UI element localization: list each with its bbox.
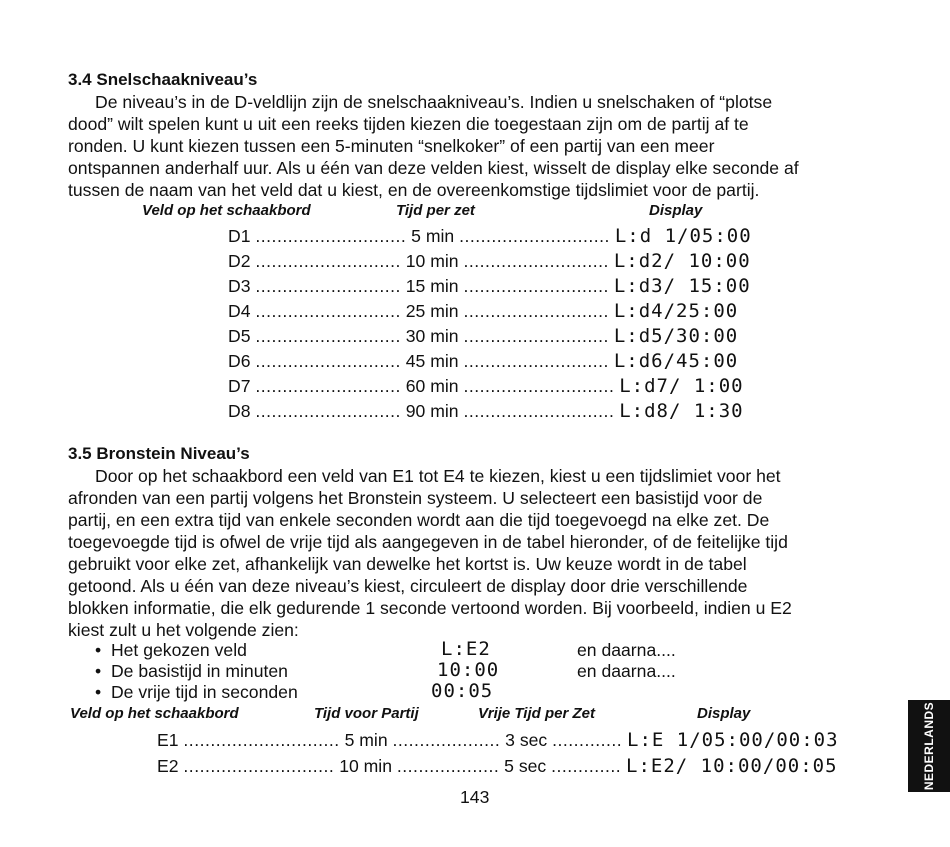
leader-dots: ............................ [255,226,407,246]
leader-dots: ........................... [255,301,401,321]
time-value: 30 min [405,326,459,346]
field-label: D7 [228,376,251,396]
table-row-e2 [157,755,838,777]
paragraph-line: partij, en een extra tijd van enkele seconden wordt aan die tijd toegevoegd na elke zet. De [68,510,770,530]
bullet-after: en daarna.... [577,661,676,681]
leader-dots: ........................... [463,301,609,321]
lcd-display: 00:05 [431,680,494,702]
leader-dots: ........................... [255,401,401,421]
table-row-d4 [228,300,738,322]
field-label: E2 [157,756,179,776]
leader-dots: ............................ [463,401,615,421]
free-time-value: 3 sec [505,730,548,750]
language-label: NEDERLANDS [922,701,936,791]
bullet-item: • De basistijd in minuten [95,661,288,681]
paragraph-line: ontspannen anderhalf uur. Als u één van deze velden kiest, wisselt de display elke seconde af [68,158,799,178]
leader-dots: ................... [396,756,500,776]
leader-dots: ........................... [463,326,609,346]
table-header-display: Display [697,705,751,722]
leader-dots: ........................... [255,251,401,271]
bullet-text: De vrije tijd in seconden [110,682,298,702]
lcd-display: L:d5/30:00 [613,325,739,347]
field-label: D4 [228,301,251,321]
paragraph-line: gebruikt voor elke zet, afhankelijk van dewelke het kortst is. Uw keuze wordt in de tabel [68,554,747,574]
table-header-field: Veld op het schaakbord [70,705,239,722]
lcd-display: L:d8/ 1:30 [619,400,744,422]
leader-dots: ........................... [463,351,609,371]
paragraph-line: dood” wilt spelen kunt u uit een reeks tijden kiezen die toegestaan zijn om de partij af te [68,114,749,134]
lcd-display: L:d6/45:00 [613,350,739,372]
paragraph-line: toegevoegde tijd is ofwel de vrije tijd als aangegeven in de tabel hieronder, of de feitelijke tijd [68,532,788,552]
lcd-display: L:d7/ 1:00 [619,375,744,397]
paragraph-line: Door op het schaakbord een veld van E1 tot E4 te kiezen, kiest u een tijdslimiet voor het [95,466,781,486]
time-value: 5 min [411,226,455,246]
table-row-d5 [228,325,738,347]
leader-dots: ........................... [463,276,609,296]
lcd-display: L:E 1/05:00/00:03 [627,729,839,751]
field-label: D6 [228,351,251,371]
paragraph-line: blokken informatie, die elk gedurende 1 seconde vertoond worden. Bij voorbeeld, indien u E2 [68,598,792,618]
bullet-after: en daarna.... [577,640,676,660]
time-value: 45 min [405,351,459,371]
table-row-e1 [157,729,839,751]
language-side-tab [908,700,950,792]
leader-dots: ........................... [463,251,609,271]
leader-dots: ............. [552,730,623,750]
field-label: D1 [228,226,251,246]
lcd-display: L:d2/ 10:00 [613,250,751,272]
time-value: 5 min [344,730,388,750]
leader-dots: ............................ [459,226,610,246]
paragraph-line: afronden van een partij volgens het Bronstein systeem. U selecteert een basistijd voor de [68,488,763,508]
bullet-item: • De vrije tijd in seconden [95,682,298,702]
bullet-text: De basistijd in minuten [110,661,288,681]
leader-dots: ............................. [183,730,340,750]
table-row-d8 [228,400,744,422]
time-value: 60 min [405,376,459,396]
field-label: D8 [228,401,251,421]
leader-dots: ........................... [255,351,401,371]
leader-dots: ............................ [183,756,335,776]
lcd-display: 10:00 [437,659,500,681]
paragraph-line: getoond. Als u één van deze niveau’s kiest, circuleert de display door drie verschillende [68,576,748,596]
table-row-d2 [228,250,751,272]
paragraph-line: De niveau’s in de D-veldlijn zijn de snelschaakniveau’s. Indien u snelschaken of “plotse [95,92,773,112]
table-row-d1 [228,225,752,247]
leader-dots: ........................... [255,376,401,396]
leader-dots: ............. [551,756,622,776]
field-label: D2 [228,251,251,271]
time-value: 15 min [405,276,459,296]
lcd-display: L:d3/ 15:00 [613,275,751,297]
leader-dots: ........................... [255,326,401,346]
bullet-text: Het gekozen veld [110,640,247,660]
time-value: 10 min [405,251,459,271]
paragraph-line: tussen de naam van het veld dat u kiest, en de overeenkomstige tijdslimiet voor de partij. [68,180,760,200]
bullet-item: • Het gekozen veld [95,640,247,660]
lcd-display: L:E2 [441,638,491,660]
paragraph-line: kiest zult u het volgende zien: [68,620,299,640]
lcd-display: L:d4/25:00 [613,300,739,322]
free-time-value: 5 sec [504,756,547,776]
leader-dots: ........................... [255,276,401,296]
section-heading-3-5: 3.5 Bronstein Niveau’s [68,444,250,463]
time-value: 25 min [405,301,459,321]
table-row-d7 [228,375,744,397]
table-header-time: Tijd voor Partij [314,705,419,722]
time-value: 90 min [405,401,459,421]
leader-dots: .................... [392,730,501,750]
table-header-field: Veld op het schaakbord [142,202,311,219]
section-heading-3-4: 3.4 Snelschaakniveau’s [68,70,258,89]
table-header-free-time: Vrije Tijd per Zet [478,705,595,722]
table-header-time: Tijd per zet [396,202,475,219]
table-row-d3 [228,275,751,297]
field-label: D3 [228,276,251,296]
time-value: 10 min [339,756,392,776]
page-number: 143 [460,787,490,807]
table-row-d6 [228,350,738,372]
field-label: E1 [157,730,179,750]
leader-dots: ............................ [463,376,615,396]
lcd-display: L:E2/ 10:00/00:05 [626,755,838,777]
table-header-display: Display [649,202,703,219]
paragraph-line: ronden. U kunt kiezen tussen een 5-minuten “snelkoker” of een partij van een meer [68,136,715,156]
field-label: D5 [228,326,251,346]
lcd-display: L:d 1/05:00 [614,225,752,247]
